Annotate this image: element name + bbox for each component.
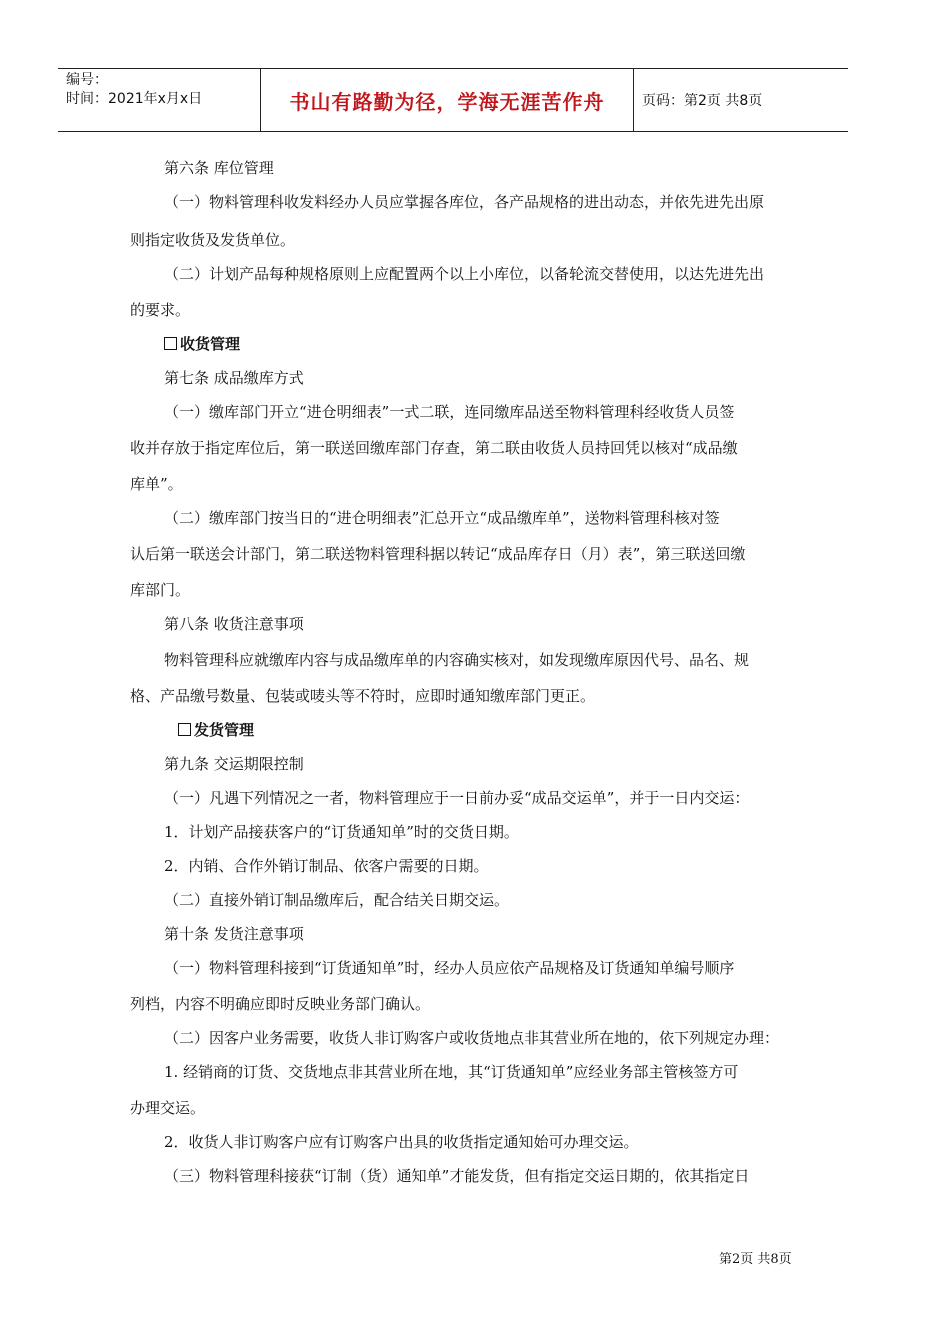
article-heading: 第九条 交运期限控制 xyxy=(164,755,304,773)
checkbox-square-icon xyxy=(164,337,177,350)
paragraph-line: （一）凡遇下列情况之一者，物料管理应于一日前办妥“成品交运单”，并于一日内交运： xyxy=(164,789,750,807)
paragraph-line: 库部门。 xyxy=(130,581,191,599)
paragraph-line: （一）物料管理科收发料经办人员应掌握各库位，各产品规格的进出动态，并依先进先出原 xyxy=(164,193,765,211)
paragraph-line: 认后第一联送会计部门，第二联送物料管理科据以转记“成品库存日（月）表”，第三联送回缴 xyxy=(130,545,746,563)
document-date: 时间：2021年x月x日 xyxy=(66,91,203,107)
header-page-number: 页码：第2页 共8页 xyxy=(642,93,763,109)
paragraph-line: 物料管理科应就缴库内容与成品缴库单的内容确实核对，如发现缴库原因代号、品名、规 xyxy=(164,651,750,669)
article-heading: 第十条 发货注意事项 xyxy=(164,925,304,943)
paragraph-line: （二）直接外销订制品缴库后，配合结关日期交运。 xyxy=(164,891,510,909)
paragraph-line: 格、产品缴号数量、包装或唛头等不符时，应即时通知缴库部门更正。 xyxy=(130,687,596,705)
paragraph-line: （二）因客户业务需要，收货人非订购客户或收货地点非其营业所在地的，依下列规定办理： xyxy=(164,1029,780,1047)
header-motto: 书山有路勤为径，学海无涯苦作舟 xyxy=(289,89,605,114)
paragraph-line: （一）缴库部门开立“进仓明细表”一式二联，连同缴库品送至物料管理科经收货人员签 xyxy=(164,403,735,421)
paragraph-line: （二）计划产品每种规格原则上应配置两个以上小库位，以备轮流交替使用，以达先进先出 xyxy=(164,265,765,283)
paragraph-line: 的要求。 xyxy=(130,301,191,319)
header-divider xyxy=(633,69,634,131)
paragraph-line: 收并存放于指定库位后，第一联送回缴库部门存查，第二联由收货人员持回凭以核对“成品缴 xyxy=(130,439,738,457)
paragraph-line: （二）缴库部门按当日的“进仓明细表”汇总开立“成品缴库单”，送物料管理科核对签 xyxy=(164,509,720,527)
section-heading: 发货管理 xyxy=(178,720,254,740)
list-item: 2．内销、合作外销订制品、依客户需要的日期。 xyxy=(164,857,489,875)
paragraph-line: 则指定收货及发货单位。 xyxy=(130,231,296,249)
page-footer: 第2页 共8页 xyxy=(719,1252,792,1267)
document-number-label: 编号： xyxy=(66,72,108,88)
paragraph-line: （一）物料管理科接到“订货通知单”时，经办人员应依产品规格及订货通知单编号顺序 xyxy=(164,959,735,977)
article-heading: 第七条 成品缴库方式 xyxy=(164,369,304,387)
section-heading: 收货管理 xyxy=(164,334,240,354)
page-header xyxy=(58,68,848,132)
header-meta xyxy=(66,71,202,109)
paragraph-line: 库单”。 xyxy=(130,475,183,493)
paragraph-line: 办理交运。 xyxy=(130,1099,206,1117)
article-heading: 第八条 收货注意事项 xyxy=(164,615,304,633)
paragraph-line: （三）物料管理科接获“订制（货）通知单”才能发货，但有指定交运日期的，依其指定日 xyxy=(164,1167,750,1185)
paragraph-line: 列档，内容不明确应即时反映业务部门确认。 xyxy=(130,995,431,1013)
list-item: 1. 经销商的订货、交货地点非其营业所在地，其“订货通知单”应经业务部主管核签方可 xyxy=(164,1063,739,1081)
checkbox-square-icon xyxy=(178,723,191,736)
list-item: 1．计划产品接获客户的“订货通知单”时的交货日期。 xyxy=(164,823,519,841)
article-heading: 第六条 库位管理 xyxy=(164,159,274,177)
list-item: 2．收货人非订购客户应有订购客户出具的收货指定通知始可办理交运。 xyxy=(164,1133,639,1151)
